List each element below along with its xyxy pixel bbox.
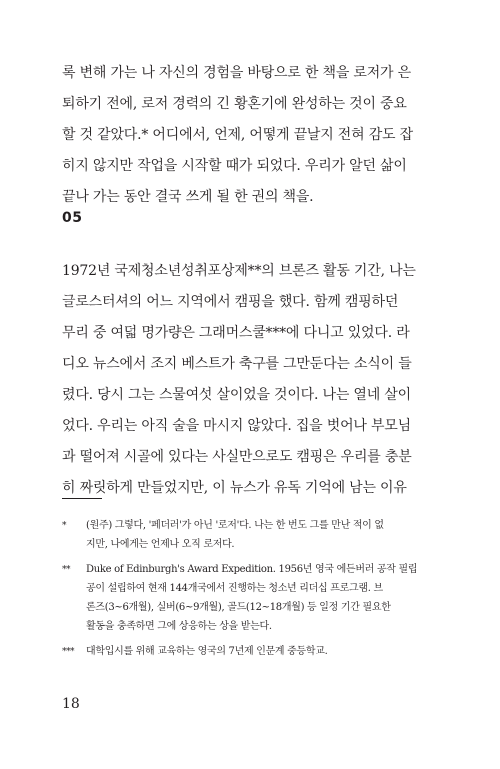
body-text-line: 히지 않지만 작업을 시작할 때가 되었다. 우리가 알던 삶이 — [62, 158, 407, 174]
body-text-line: 디오 뉴스에서 조지 베스트가 축구를 그만둔다는 소식이 들 — [62, 356, 412, 372]
footnote-marker: ** — [62, 565, 70, 575]
footnote-marker: * — [62, 521, 66, 531]
footnote-separator — [62, 498, 102, 499]
footnote-text-line: (원주) 그렇다, '페더러'가 아닌 '로저'다. 나는 한 번도 그를 만난 적이 없 — [86, 520, 384, 531]
body-text-line: 었다. 우리는 아직 술을 마시지 않았다. 집을 벗어나 부모님 — [62, 418, 411, 434]
footnote-text-line: 활동을 충족하면 그에 상응하는 상을 받는다. — [86, 621, 272, 632]
body-text-line: 1972년 국제청소년성취포상제**의 브론즈 활동 기간, 나는 — [62, 263, 416, 279]
body-text-line: 렸다. 당시 그는 스물여섯 살이었을 것이다. 나는 열네 살이 — [62, 387, 411, 403]
body-text-line: 끝나 가는 동안 결국 쓰게 될 한 권의 책을. — [62, 189, 314, 205]
body-text-line: 할 것 같았다.* 어디에서, 언제, 어떻게 끝날지 전혀 감도 잡 — [62, 127, 413, 143]
body-text-line: 퇴하기 전에, 로저 경력의 긴 황혼기에 완성하는 것이 중요 — [62, 96, 407, 112]
body-text-line: 무리 중 여덟 명가량은 그래머스쿨***에 다니고 있었다. 라 — [62, 325, 410, 341]
page-number: 18 — [62, 696, 80, 712]
section-number: 05 — [62, 210, 83, 226]
footnote-text-line: 지만, 나에게는 언제나 오직 로저다. — [86, 539, 235, 550]
footnote-text-line: 론즈(3~6개월), 실버(6~9개월), 골드(12~18개월) 등 일정 기간 필요한 — [86, 602, 391, 613]
footnote-text-line: Duke of Edinburgh's Award Expedition. 1956년 영국 에든버러 공작 필립 — [86, 564, 418, 575]
body-text-line: 히 짜릿하게 만들었지만, 이 뉴스가 유독 기억에 남는 이유 — [62, 480, 407, 496]
body-text-line: 글로스터셔의 어느 지역에서 캠핑을 했다. 함께 캠핑하던 — [62, 294, 399, 310]
body-text-line: 록 변해 가는 나 자신의 경험을 바탕으로 한 책을 로저가 은 — [62, 65, 411, 81]
footnote-text-line: 공이 설립하여 현재 144개국에서 진행하는 청소년 리더십 프로그램. 브 — [86, 583, 383, 594]
body-text-line: 과 떨어져 시골에 있다는 사실만으로도 캠핑은 우리를 충분 — [62, 449, 412, 465]
footnote-text-line: 대학입시를 위해 교육하는 영국의 7년제 인문계 중등학교. — [86, 646, 328, 657]
footnote-marker: *** — [62, 647, 74, 657]
